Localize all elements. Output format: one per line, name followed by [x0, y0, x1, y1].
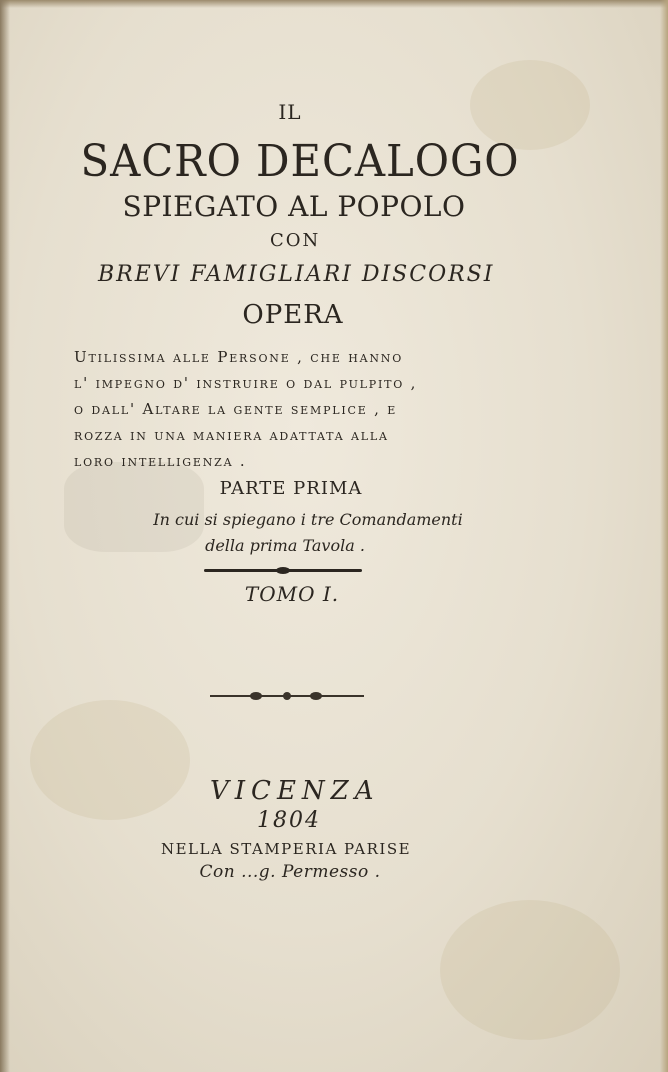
description-paragraph	[74, 344, 516, 474]
description-line: Utilissima alle Persone , che hanno	[74, 348, 404, 366]
ornament-divider	[210, 695, 364, 697]
imprint-permission: Con ...g. Permesso .	[199, 862, 381, 882]
main-title: SACRO DECALOGO	[80, 136, 520, 187]
description-line: loro intelligenza .	[74, 452, 247, 470]
spine-shadow	[0, 0, 10, 1072]
title-article: IL	[278, 100, 302, 124]
ornament-dot	[310, 692, 322, 700]
imprint-year: 1804	[257, 808, 321, 833]
subtitle: SPIEGATO AL POPOLO	[122, 190, 466, 223]
page-top-edge	[0, 0, 668, 8]
description-line: o dall' Altare la gente semplice , e	[74, 400, 398, 418]
paper-stain	[440, 900, 620, 1040]
con-line: CON	[270, 230, 321, 251]
page-right-edge	[660, 0, 668, 1072]
opera-line: OPERA	[242, 300, 344, 330]
imprint-city: VICENZA	[210, 776, 380, 806]
part-description-line-1: In cui si spiegano i tre Comandamenti	[153, 510, 463, 529]
brevi-line: BREVI FAMIGLIARI DISCORSI	[98, 262, 495, 287]
imprint-printer: NELLA STAMPERIA PARISE	[160, 840, 412, 858]
paper-stain	[30, 700, 190, 820]
ornament-dot	[283, 692, 291, 700]
part-heading: PARTE PRIMA	[219, 478, 363, 499]
volume-label: TOMO I.	[244, 582, 340, 606]
decorative-rule	[204, 569, 362, 572]
part-description-line-2: della prima Tavola .	[205, 536, 365, 555]
description-line: l' impegno d' instruire o dal pulpito ,	[74, 374, 418, 392]
description-line: rozza in una maniera adattata alla	[74, 426, 389, 444]
ornament-dot	[250, 692, 262, 700]
